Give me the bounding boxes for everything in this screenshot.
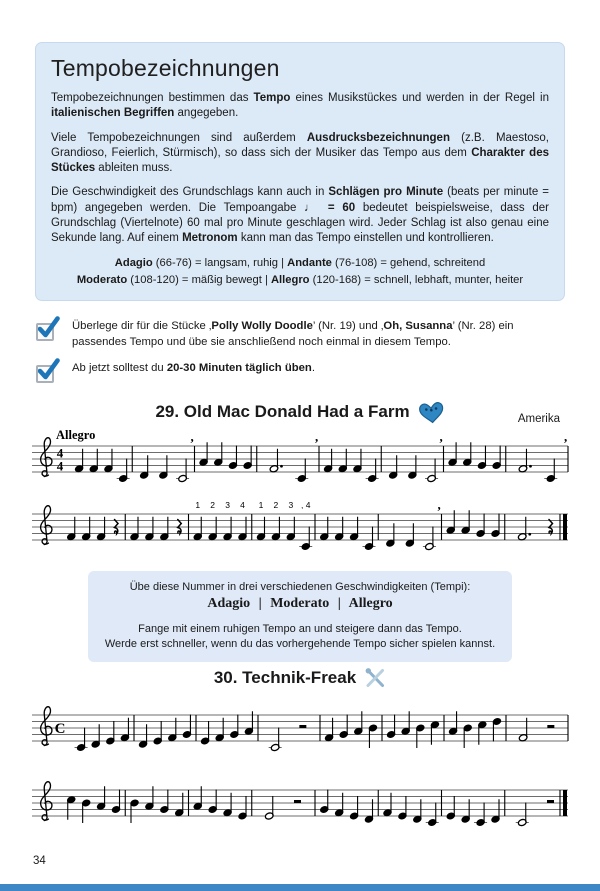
task-item-2 (36, 358, 564, 384)
checkbox-checked-icon (36, 316, 61, 342)
page (0, 42, 600, 867)
task-text: Überlege dir für die Stücke ‚Polly Wolly Doodle’ (Nr. 19) und ‚Oh, Susanna’ (Nr. 28) ein passendes Tempo und übe sie anschließend noch einmal in diesem Tempo. (72, 320, 514, 348)
svg-text:4: 4 (56, 458, 64, 474)
staff-system-30-2 (30, 774, 570, 836)
heart-icon (418, 401, 445, 424)
piece-29-header (0, 401, 600, 427)
svg-text:Allegro: Allegro (56, 429, 96, 442)
svg-text:,: , (564, 429, 568, 444)
task-text: Ab jetzt solltest du 20-30 Minuten täglich üben. (72, 361, 315, 374)
info-paragraph-2: Viele Tempobezeichnungen sind außerdem Ausdrucksbezeichnungen (z.B. Maestoso, Grandioso, Feierlich, Stürmisch), so dass sich der Musiker das Tempo aus dem Charakter des Stückes ableiten muss. (51, 131, 549, 175)
piece-29-title: 29. Old Mac Donald Had a Farm (155, 401, 444, 424)
svg-text:2: 2 (210, 499, 216, 510)
task-item-1 (36, 316, 564, 350)
staff-system-30-1 (30, 699, 570, 761)
checkbox-checked-icon (36, 358, 61, 384)
practice-box (88, 571, 512, 662)
tempo-definitions-line-2: Moderato (108-120) = mäßig bewegt | Allegro (120-168) = schnell, lebhaft, munter, heiter (76, 274, 524, 287)
svg-text:,: , (190, 429, 194, 444)
piece-30-title: 30. Technik-Freak (214, 667, 386, 689)
task-list (36, 316, 564, 384)
svg-text:1: 1 (258, 499, 264, 510)
piece-30-header (0, 667, 600, 693)
practice-line-3: Fange mit einem ruhigen Tempo an und steigere dann das Tempo. (138, 622, 462, 635)
info-paragraph-1: Tempobezeichnungen bestimmen das Tempo eines Musikstückes und werden in der Regel in italienischen Begriffen angegeben. (51, 92, 549, 120)
staff-system-29-2 (30, 498, 570, 560)
tempo-definitions-line-1: Adagio (66-76) = langsam, ruhig | Andante (76-108) = gehend, schreitend (114, 256, 486, 269)
svg-text:3: 3 (225, 499, 230, 510)
staff-system-29-1 (30, 430, 570, 492)
info-paragraph-3: Die Geschwindigkeit des Grundschlags kann auch in Schlägen pro Minute (beats per minute = bpm) angegeben werden. Die Tempoangabe ♩ = 60 bedeutet beispielsweise, dass der Grundschlag (Viertelnote) 60 mal pro Minute geschlagen wird. Jeder Schlag ist also genau eine Sekunde lang. Auf einem Metronom kann man das Tempo einstellen und kontrollieren. (51, 186, 549, 245)
tools-icon (364, 667, 386, 689)
svg-text:3: 3 (288, 499, 294, 510)
svg-text:,: , (315, 429, 319, 444)
page-title: Tempobezeichnungen (51, 55, 280, 81)
svg-text:4: 4 (56, 445, 64, 461)
svg-text:C: C (54, 720, 66, 737)
practice-tempi-line: Adagio | Moderato | Allegro (207, 595, 393, 611)
svg-text:,: , (439, 429, 443, 444)
svg-text:2: 2 (273, 499, 279, 510)
origin-label: Amerika (517, 412, 560, 425)
practice-line-1: Übe diese Nummer in drei verschiedenen Geschwindigkeiten (Tempi): (129, 580, 471, 593)
page-number: 34 (33, 855, 46, 867)
practice-line-4: Werde erst schneller, wenn du das vorhergehende Tempo sicher spielen kannst. (104, 637, 496, 650)
svg-text:1: 1 (195, 499, 201, 510)
info-box (35, 42, 565, 301)
svg-text:,: , (437, 497, 441, 512)
footer-accent-bar (0, 884, 600, 891)
svg-text:, 4: , 4 (301, 499, 311, 510)
svg-text:4: 4 (240, 499, 245, 510)
